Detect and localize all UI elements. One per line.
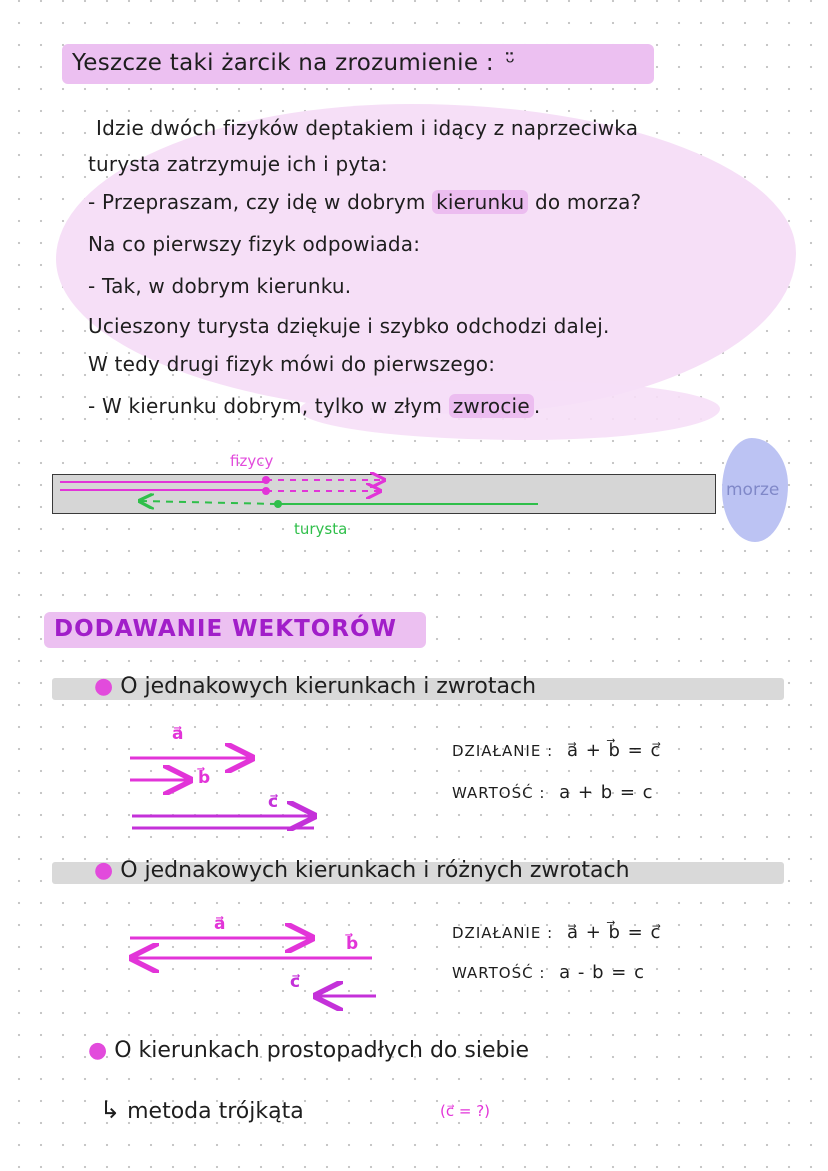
joke-line-2: turysta zatrzymuje ich i pyta:: [88, 152, 388, 176]
case2-op-label: DZIAŁANIE :: [452, 924, 554, 942]
joke-line-8-start: - W kierunku dobrym, tylko w złym: [88, 394, 443, 418]
case1-val-label: WARTOŚĆ :: [452, 784, 546, 802]
bullet-dot-icon: ●: [88, 1038, 108, 1063]
joke-line-8-end: .: [533, 394, 541, 418]
case2-op-value: a⃗ + b⃗ = c⃗: [566, 922, 662, 943]
case2-label-b: b⃗: [346, 934, 359, 954]
joke-line-5: - Tak, w dobrym kierunku.: [88, 274, 352, 298]
case1-heading-text: O jednakowych kierunkach i zwrotach: [120, 674, 537, 699]
bullet-dot-icon: ●: [94, 674, 114, 699]
case1-op-value: a⃗ + b⃗ = c⃗: [566, 740, 662, 761]
smiley-icon: ᵕ̈: [505, 50, 516, 76]
sub-arrow-icon: ↳: [100, 1096, 121, 1124]
joke-line-3-start: - Przepraszam, czy idę w dobrym: [88, 190, 426, 214]
case1-label-c: c⃗: [268, 792, 279, 812]
case1-label-b: b⃗: [198, 768, 211, 788]
case1-label-a: a⃗: [172, 724, 184, 744]
highlight-zwrocie: zwrocie: [449, 394, 534, 418]
case2-val-label: WARTOŚĆ :: [452, 964, 546, 982]
case2-operation: [452, 922, 661, 943]
highlight-kierunku: kierunku: [432, 190, 528, 214]
case2-heading-text: O jednakowych kierunkach i różnych zwrotach: [120, 858, 630, 883]
case3-method: [100, 1096, 304, 1124]
joke-line-6: Ucieszony turysta dziękuje i szybko odchodzi dalej.: [88, 314, 610, 338]
section-title: DODAWANIE WEKTORÓW: [54, 616, 397, 642]
title-text: Yeszcze taki żarcik na zrozumienie :: [72, 50, 494, 76]
case2-label-c: c⃗: [290, 972, 301, 992]
case1-op-label: DZIAŁANIE :: [452, 742, 554, 760]
case3-note: (c⃗ = ?): [440, 1102, 491, 1120]
joke-line-4: Na co pierwszy fizyk odpowiada:: [88, 232, 421, 256]
case2-value: [452, 962, 645, 983]
case2-val-value: a - b = c: [559, 962, 645, 983]
case3-method-text: metoda trójkąta: [127, 1099, 304, 1124]
joke-line-3-end: do morza?: [534, 190, 642, 214]
case2-label-a: a⃗: [214, 914, 226, 934]
label-fizycy: fizycy: [230, 452, 274, 470]
label-morze: morze: [726, 480, 780, 500]
joke-line-7: W tedy drugi fizyk mówi do pierwszego:: [88, 352, 496, 376]
case3-heading-text: O kierunkach prostopadłych do siebie: [114, 1038, 530, 1063]
label-turysta: turysta: [294, 520, 348, 538]
case1-val-value: a + b = c: [559, 782, 654, 803]
bullet-dot-icon: ●: [94, 858, 114, 883]
case3-heading: [88, 1038, 529, 1063]
joke-line-1: Idzie dwóch fizyków deptakiem i idący z naprzeciwka: [96, 116, 639, 140]
